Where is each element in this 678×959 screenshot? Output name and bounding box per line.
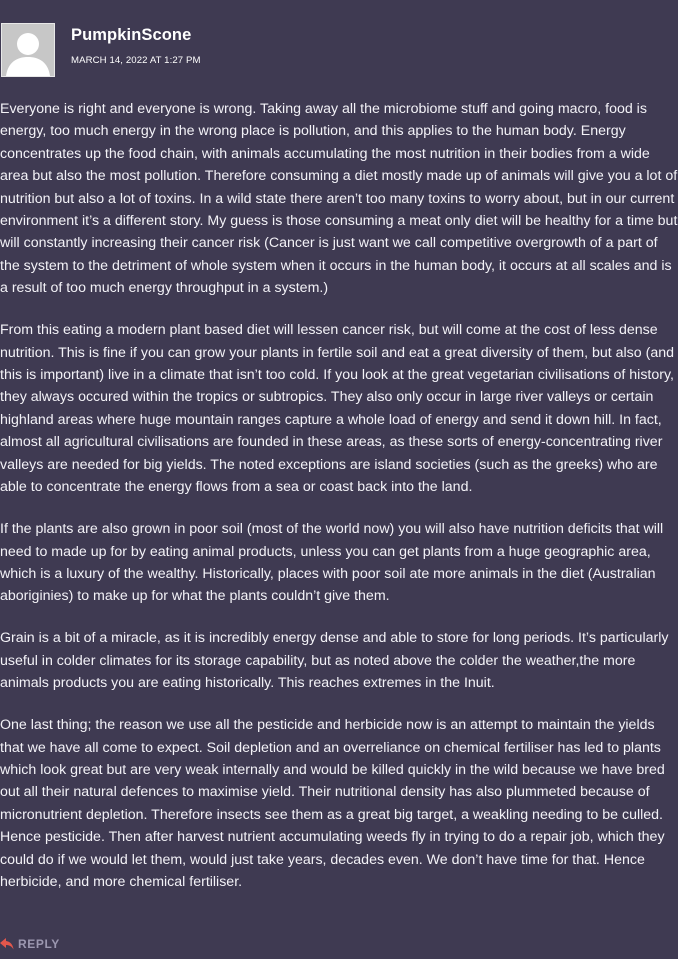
comment-content	[0, 98, 678, 913]
comment-paragraph: Grain is a bit of a miracle, as it is incredibly energy dense and able to store for long periods. It’s particularly useful in colder climates for its storage capability, but as noted above the colder the weather,the more animals products you are eating historically. This reaches extremes in the Inuit.	[0, 630, 669, 692]
reply-arrow-icon	[0, 938, 14, 950]
comment-paragraph: One last thing; the reason we use all the pesticide and herbicide now is an attempt to maintain the yields that we have all come to expect. Soil depletion and an overreliance on chemical fertiliser has led to plants which look great but are very weak internally and would be killed quickly in the wild because we have bred out all their natural defences to maximise yield. Their nutritional density has also plummeted because of micronutrient depletion. Therefore insects see them as a great big target, a weakling needing to be culled. Hence pesticide. Then after harvest nutrient accumulating weeds fly in trying to do a repair job, which they could do if we would let them, would just take years, decades even. We don’t have time for that. Hence herbicide, and more chemical fertiliser.	[0, 717, 665, 890]
default-user-avatar-icon	[1, 23, 55, 77]
comment-author[interactable]: PumpkinScone	[71, 26, 192, 44]
comment-paragraph: If the plants are also grown in poor soil (most of the world now) you will also have nutrition deficits that will need to made up for by eating animal products, unless you can get plants from a huge geographic area, which is a luxury of the wealthy. Historically, places with poor soil ate more animals in the diet (Australian aboriginies) to make up for what the plants couldn’t give them.	[0, 521, 664, 605]
comment-date-link[interactable]: MARCH 14, 2022 AT 1:27 PM	[71, 55, 201, 66]
comment-paragraph: From this eating a modern plant based diet will lessen cancer risk, but will come at the cost of less dense nutrition. This is fine if you can grow your plants in fertile soil and eat a great diversity of them, but also (and this is important) live in a climate that isn’t too cold. If you look at the great vegetarian civilisations of history, they always occured within the tropics or subtropics. They also only occur in large river valleys or certain highland areas where huge mountain ranges capture a whole load of energy and send it down hill. In fact, almost all agricultural civilisations are founded in these areas, as these sorts of energy-concentrating river valleys are needed for big yields. The noted exceptions are island societies (such as the greeks) who are able to concentrate the energy flows from a sea or coast back into the land.	[0, 322, 674, 496]
reply-label[interactable]: REPLY	[18, 937, 60, 951]
reply-link[interactable]	[0, 935, 60, 953]
comment-paragraph: Everyone is right and everyone is wrong. Taking away all the microbiome stuff and going macro, food is energy, too much energy in the wrong place is pollution, and this applies to the human body. Energy concentrates up the food chain, with animals accumulating the most nutrition in their bodies from a wide area but also the most pollution. Therefore consuming a diet mostly made up of animals will give you a lot of nutrition but also a lot of toxins. In a wild state there aren’t too many toxins to worry about, but in our current environment it’s a different story. My guess is those consuming a meat only diet will be healthy for a time but will constantly increasing their cancer risk (Cancer is just want we call competitive overgrowth of a part of the system to the detriment of whole system when it occurs in the human body, it occurs at all scales and is a result of too much energy throughput in a system.)	[0, 101, 678, 297]
